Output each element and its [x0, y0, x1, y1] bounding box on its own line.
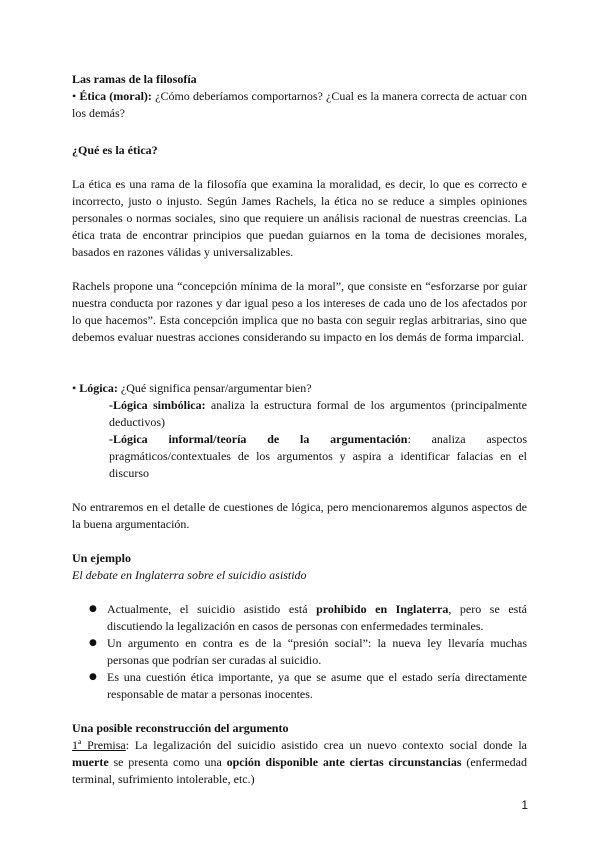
que-es-heading: ¿Qué es la ética? — [72, 143, 158, 157]
ejemplo-subtitle: El debate en Inglaterra sobre el suicidio asistido — [72, 568, 307, 582]
informal-text: : analiza aspectos pragmáticos/contextuales de los argumentos y aspira a identificar falacias en el discurso — [109, 432, 527, 480]
paragraph-logica: No entraremos en el detalle de cuestiones de lógica, pero mencionaremos algunos aspectos de la buena argumentación. — [72, 500, 527, 531]
logica-informal — [72, 431, 527, 482]
logica-simbolica — [72, 397, 527, 431]
etica-question: ¿Cómo deberíamos comportarnos? ¿Cual es la manera correcta de actuar con los demás? — [72, 89, 527, 120]
section-title: Las ramas de la filosofía — [72, 72, 197, 86]
premisa-text: (enfermedad terminal, sufrimiento intolerable, etc.) — [72, 755, 527, 786]
bullet: ● — [89, 672, 97, 682]
bullet: • — [72, 381, 77, 395]
document-body — [72, 71, 527, 788]
b2-text: Un argumento en contra es de la “presión social”: la nueva ley llevaría muchas personas que podrían ser curadas al suicidio. — [107, 636, 527, 667]
ejemplo-heading: Un ejemplo — [72, 551, 131, 565]
premisa-1 — [72, 737, 527, 788]
logica-label: Lógica: — [79, 381, 118, 395]
simbolica-text: analiza la estructura formal de los argumentos (principalmente deductivos) — [109, 398, 527, 429]
b1-post: , pero se está discutiendo la legalización en casos de personas con enfermedades terminales. — [107, 602, 527, 633]
bullet: ● — [89, 638, 97, 648]
etica-label: Ética (moral): — [79, 89, 152, 103]
b1-bold: prohibido en Inglaterra — [316, 602, 449, 616]
page-number: 1 — [521, 798, 528, 812]
premisa-bold-muerte: muerte — [72, 755, 109, 769]
list-item — [72, 601, 527, 635]
bullet: • — [72, 89, 77, 103]
ejemplo-list — [72, 601, 527, 703]
premisa-text: se presenta como una — [108, 755, 227, 769]
reconstruccion-heading: Una posible reconstrucción del argumento — [72, 721, 289, 735]
simbolica-label: -Lógica simbólica: — [109, 398, 206, 412]
paragraph-rachels: Rachels propone una “concepción mínima de la moral”, que consiste en “esforzarse por guiar nuestra conducta por razones y dar igual peso a los intereses de cada uno de los afectados por lo que hacemos”. Esta concepción implica que no basta con seguir reglas arbitrarias, sino que debemos evaluar nuestras acciones considerando su impacto en los demás de forma imparcial. — [72, 279, 527, 344]
b1-pre: Actualmente, el suicidio asistido está — [107, 602, 317, 616]
premisa-label: 1ª Premisa — [72, 738, 126, 752]
informal-label: -Lógica informal/teoría de la argumentación — [109, 432, 408, 446]
etica-line — [72, 88, 527, 122]
b3-text: Es una cuestión ética importante, ya que se asume que el estado sería directamente responsable de matar a personas inocentes. — [107, 670, 527, 701]
list-item — [72, 635, 527, 669]
logica-line — [72, 380, 527, 397]
list-item — [72, 669, 527, 703]
paragraph-etica: La ética es una rama de la filosofía que examina la moralidad, es decir, lo que es correcto e incorrecto, justo o injusto. Según James Rachels, la ética no se reduce a simples opiniones personales o normas sociales, sino que requiere un análisis racional de nuestras creencias. La ética trata de encontrar principios que puedan guiarnos en la toma de decisiones morales, basados en razones válidas y universalizables. — [72, 177, 527, 259]
premisa-bold-opcion: opción disponible ante ciertas circunstancias — [226, 755, 462, 769]
premisa-text: : La legalización del suicidio asistido crea un nuevo contexto social donde la — [125, 738, 527, 752]
logica-question: ¿Qué significa pensar/argumentar bien? — [117, 381, 312, 395]
bullet: ● — [89, 604, 97, 614]
